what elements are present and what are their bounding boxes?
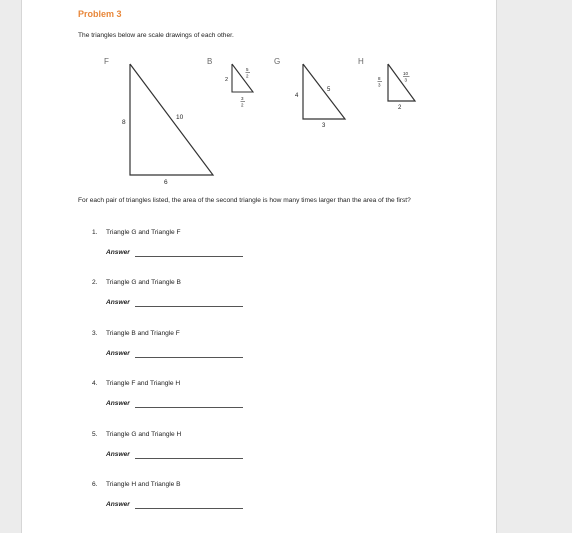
triangle-f-hyp-label: 10 bbox=[176, 114, 184, 121]
answer-blank[interactable] bbox=[135, 407, 243, 408]
triangle-b-hyp-den: 2 bbox=[246, 73, 249, 79]
question-text: Triangle H and Triangle B bbox=[106, 481, 181, 488]
triangle-g-left-label: 4 bbox=[295, 93, 299, 99]
answer-label: Answer bbox=[106, 400, 130, 407]
triangle-h-bottom-label: 2 bbox=[398, 105, 402, 111]
question-number: 6. bbox=[92, 481, 98, 488]
problem-question: For each pair of triangles listed, the area of the second triangle is how many times larger than the area of the first? bbox=[78, 197, 411, 204]
triangle-b bbox=[207, 57, 253, 108]
answer-blank[interactable] bbox=[135, 357, 243, 358]
triangle-g-hyp-label: 5 bbox=[327, 87, 331, 93]
triangle-b-name: B bbox=[207, 57, 213, 66]
triangles-figure bbox=[22, 0, 496, 190]
triangle-g bbox=[274, 57, 345, 129]
answer-label: Answer bbox=[106, 451, 130, 458]
question-number: 5. bbox=[92, 431, 98, 438]
triangle-f-name: F bbox=[104, 57, 109, 66]
triangle-h-shape bbox=[388, 64, 415, 101]
triangle-b-hyp-num: 5 bbox=[246, 67, 249, 72]
worksheet-page bbox=[21, 0, 497, 533]
question-number: 3. bbox=[92, 330, 98, 337]
triangle-h-left-den: 3 bbox=[378, 82, 381, 88]
triangle-h-left-num: 8 bbox=[378, 76, 381, 81]
question-number: 2. bbox=[92, 279, 98, 286]
problem-intro: The triangles below are scale drawings of each other. bbox=[78, 32, 234, 39]
answer-label: Answer bbox=[106, 299, 130, 306]
answer-blank[interactable] bbox=[135, 306, 243, 307]
triangle-g-name: G bbox=[274, 57, 281, 66]
answer-label: Answer bbox=[106, 350, 130, 357]
question-text: Triangle F and Triangle H bbox=[106, 380, 181, 387]
triangle-b-left-label: 2 bbox=[225, 77, 229, 83]
triangle-f-shape bbox=[130, 64, 213, 175]
question-text: Triangle G and Triangle B bbox=[106, 279, 181, 286]
answer-blank[interactable] bbox=[135, 256, 243, 257]
answer-blank[interactable] bbox=[135, 508, 243, 509]
triangle-g-bottom-label: 3 bbox=[322, 123, 326, 129]
answer-label: Answer bbox=[106, 501, 130, 508]
triangle-g-shape bbox=[303, 64, 345, 119]
triangle-b-shape bbox=[232, 64, 253, 92]
problem-title: Problem 3 bbox=[78, 9, 122, 19]
answer-label: Answer bbox=[106, 249, 130, 256]
question-number: 1. bbox=[92, 229, 98, 236]
triangle-f-left-label: 8 bbox=[122, 119, 126, 126]
question-text: Triangle G and Triangle H bbox=[106, 431, 182, 438]
triangle-h bbox=[358, 57, 415, 111]
question-number: 4. bbox=[92, 380, 98, 387]
question-text: Triangle G and Triangle F bbox=[106, 229, 181, 236]
triangle-b-bottom-num: 3 bbox=[241, 96, 244, 101]
triangle-f bbox=[104, 57, 213, 186]
triangle-h-hyp-num: 10 bbox=[403, 71, 409, 76]
triangle-f-bottom-label: 6 bbox=[164, 179, 168, 186]
triangle-b-bottom-den: 2 bbox=[241, 102, 244, 108]
question-text: Triangle B and Triangle F bbox=[106, 330, 180, 337]
triangle-h-name: H bbox=[358, 57, 364, 66]
triangle-h-hyp-den: 3 bbox=[404, 77, 408, 83]
answer-blank[interactable] bbox=[135, 458, 243, 459]
